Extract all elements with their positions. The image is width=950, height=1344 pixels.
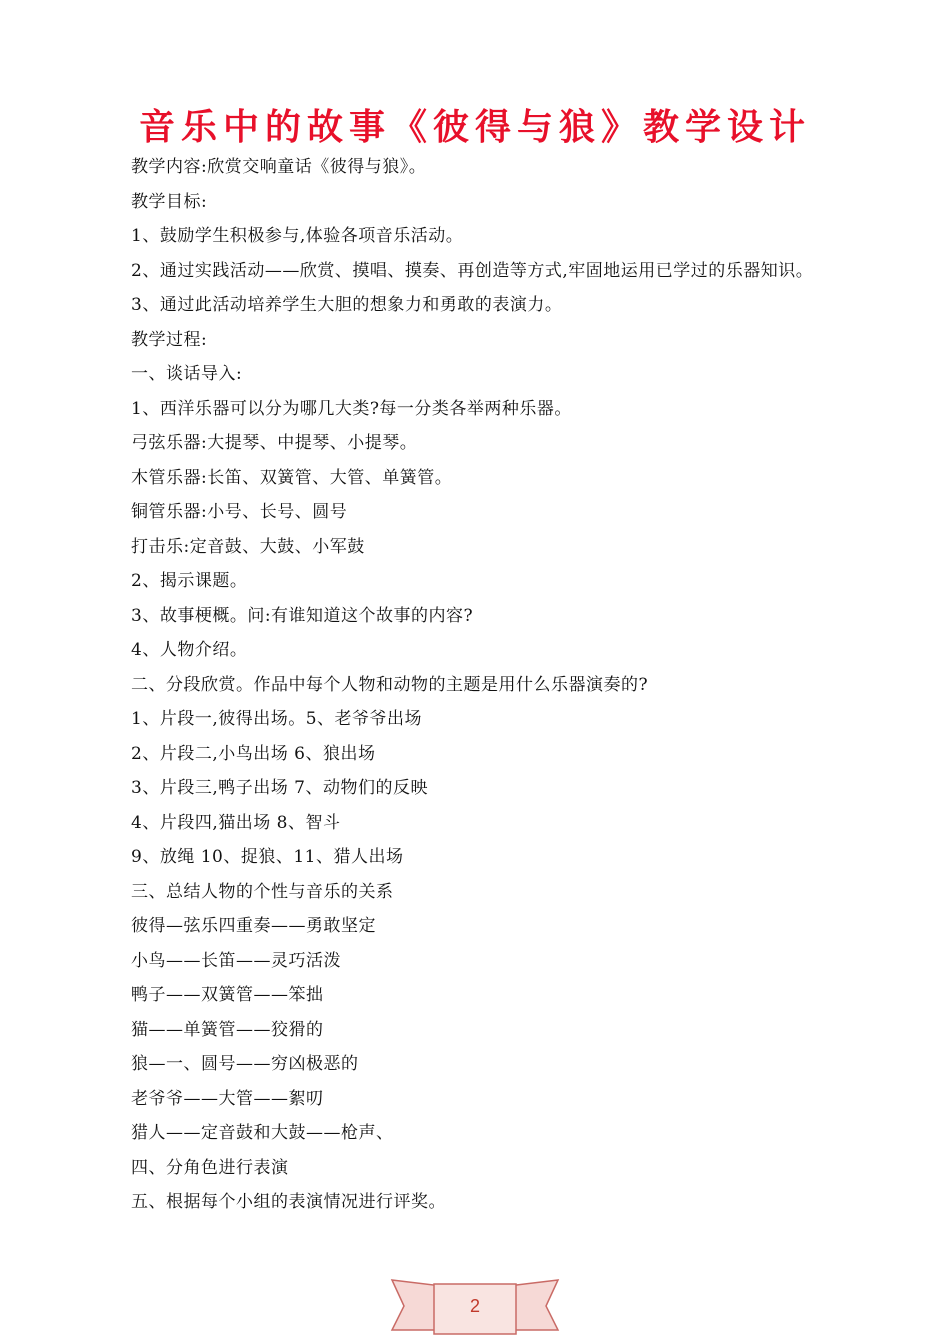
text-line: 猎人——定音鼓和大鼓——枪声、 (131, 1123, 394, 1143)
text-line: 3、通过此活动培养学生大胆的想象力和勇敢的表演力。 (131, 295, 563, 315)
text-line: 鸭子——双簧管——笨拙 (131, 985, 324, 1005)
text-line: 铜管乐器:小号、长号、圆号 (131, 502, 348, 522)
text-line: 教学目标: (131, 191, 208, 212)
document-body (131, 150, 921, 1220)
text-line: 三、总结人物的个性与音乐的关系 (131, 881, 394, 902)
text-line: 四、分角色进行表演 (131, 1157, 289, 1178)
text-line: 一、谈话导入: (131, 364, 243, 384)
text-line: 2、通过实践活动——欣赏、摸唱、摸奏、再创造等方式,牢固地运用已学过的乐器知识。 (131, 260, 814, 281)
text-line: 彼得—弦乐四重奏——勇敢坚定 (131, 916, 376, 936)
text-line: 9、放绳 10、捉狼、11、猎人出场 (131, 847, 404, 867)
text-line: 二、分段欣赏。作品中每个人物和动物的主题是用什么乐器演奏的? (131, 674, 649, 695)
text-line: 1、西洋乐器可以分为哪几大类?每一分类各举两种乐器。 (131, 398, 572, 419)
text-line: 老爷爷——大管——絮叨 (131, 1088, 324, 1109)
text-line: 猫——单簧管——狡猾的 (131, 1019, 324, 1040)
text-line: 1、片段一,彼得出场。5、老爷爷出场 (131, 709, 423, 729)
text-line: 狼—一、圆号——穷凶极恶的 (131, 1054, 359, 1074)
text-line: 打击乐:定音鼓、大鼓、小军鼓 (131, 536, 365, 557)
text-line: 4、片段四,猫出场 8、智斗 (131, 812, 341, 833)
document-title: 音乐中的故事《彼得与狼》教学设计 (138, 107, 811, 148)
text-line: 木管乐器:长笛、双簧管、大管、单簧管。 (131, 467, 453, 488)
text-line: 3、故事梗概。问:有谁知道这个故事的内容? (131, 605, 474, 626)
text-line: 3、片段三,鸭子出场 7、动物们的反映 (131, 778, 428, 798)
text-line: 教学内容:欣赏交响童话《彼得与狼》。 (131, 157, 427, 177)
page-number: 2 (469, 1296, 480, 1316)
text-line: 2、片段二,小鸟出场 6、狼出场 (131, 743, 376, 764)
page-number-ribbon (390, 1272, 560, 1338)
text-line: 教学过程: (131, 329, 208, 350)
text-line: 2、揭示课题。 (131, 571, 248, 591)
text-line: 小鸟——长笛——灵巧活泼 (131, 950, 341, 971)
text-line: 1、鼓励学生积极参与,体验各项音乐活动。 (131, 226, 464, 246)
text-line: 弓弦乐器:大提琴、中提琴、小提琴。 (131, 433, 418, 453)
text-line: 4、人物介绍。 (131, 640, 248, 660)
text-line: 五、根据每个小组的表演情况进行评奖。 (131, 1192, 446, 1212)
